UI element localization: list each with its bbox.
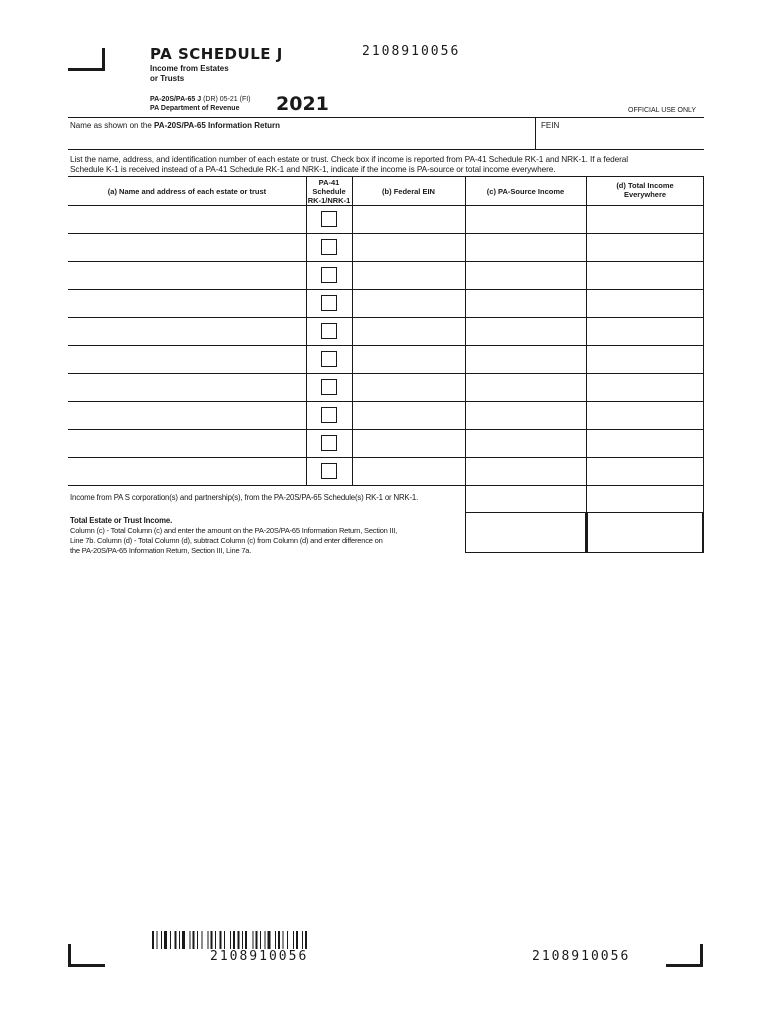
pa41-rk1-checkbox[interactable]	[321, 239, 337, 255]
barcode-bar	[157, 931, 158, 949]
pa-source-income-input[interactable]	[466, 430, 585, 456]
estate-name-input[interactable]	[69, 458, 305, 484]
barcode-bar	[230, 931, 231, 949]
barcode-bar	[268, 931, 271, 949]
federal-ein-input[interactable]	[353, 346, 464, 372]
pa-source-income-input[interactable]	[466, 206, 585, 232]
form-title: PA SCHEDULE J	[150, 45, 283, 63]
pass-through-col-d-input[interactable]	[587, 486, 702, 511]
barcode-bar	[256, 931, 258, 949]
barcode-bar	[208, 931, 209, 949]
corner-mark-top-left	[68, 48, 105, 71]
col-divider-1	[306, 176, 307, 485]
total-instructions-line1: Column (c) - Total Column (c) and enter the amount on the PA-20S/PA-65 Information Return, Section III,	[70, 526, 398, 535]
total-income-input[interactable]	[587, 374, 702, 400]
barcode-bar	[302, 931, 303, 949]
estate-name-input[interactable]	[69, 206, 305, 232]
tax-year: 2021	[276, 93, 329, 115]
federal-ein-input[interactable]	[353, 206, 464, 232]
pa41-rk1-checkbox[interactable]	[321, 295, 337, 311]
barcode-bar	[245, 931, 247, 949]
form-id-line	[150, 96, 251, 103]
barcode-bar	[190, 931, 191, 949]
barcode-number: 2108910056	[210, 949, 309, 964]
barcode-bar	[275, 931, 276, 949]
estate-name-input[interactable]	[69, 262, 305, 288]
barcode-bar	[202, 931, 203, 949]
barcode-bar	[278, 931, 280, 949]
estate-name-input[interactable]	[69, 430, 305, 456]
table-top-border	[68, 176, 704, 177]
form-subtitle-line1: Income from Estates	[150, 64, 229, 73]
name-label-prefix: Name as shown on the	[70, 121, 155, 130]
pa41-rk1-checkbox[interactable]	[321, 351, 337, 367]
barcode-bar	[287, 931, 288, 949]
pa41-rk1-checkbox[interactable]	[321, 379, 337, 395]
total-income-input[interactable]	[587, 458, 702, 484]
total-income-input[interactable]	[587, 402, 702, 428]
total-income-input[interactable]	[587, 346, 702, 372]
col-d-line1: (d) Total Income	[616, 181, 674, 190]
federal-ein-input[interactable]	[353, 458, 464, 484]
pa-source-income-input[interactable]	[466, 262, 585, 288]
form-revision: (DR) 05-21 (FI)	[203, 96, 251, 103]
total-instructions-line3: the PA-20S/PA-65 Information Return, Section III, Line 7a.	[70, 546, 252, 555]
col-pa41-line3: RK-1/NRK-1	[307, 196, 351, 205]
pass-through-label: Income from PA S corporation(s) and partnership(s), from the PA-20S/PA-65 Schedule(s) RK-1 or NRK-1.	[70, 493, 419, 502]
estate-name-input[interactable]	[69, 374, 305, 400]
pa-source-income-input[interactable]	[466, 290, 585, 316]
pa-source-income-input[interactable]	[466, 458, 585, 484]
total-instructions-line2: Line 7b. Column (d) - Total Column (d), subtract Column (c) from Column (d) and enter difference on	[70, 536, 383, 545]
department-name: PA Department of Revenue	[150, 105, 240, 112]
form-subtitle-line2: or Trusts	[150, 74, 185, 83]
estate-name-input[interactable]	[69, 346, 305, 372]
pa41-rk1-checkbox[interactable]	[321, 407, 337, 423]
col-pa41-line1: PA-41	[318, 178, 340, 187]
total-income-input[interactable]	[587, 234, 702, 260]
total-income-input[interactable]	[587, 206, 702, 232]
pa41-rk1-checkbox[interactable]	[321, 267, 337, 283]
barcode-bar	[305, 931, 307, 949]
estate-name-input[interactable]	[69, 234, 305, 260]
name-fein-divider	[535, 117, 536, 149]
total-col-d-input[interactable]	[587, 512, 703, 553]
pa41-rk1-checkbox[interactable]	[321, 463, 337, 479]
barcode-bar	[260, 931, 261, 949]
form-id: PA-20S/PA-65 J	[150, 96, 202, 103]
barcode-bar	[238, 931, 240, 949]
barcode-bar	[197, 931, 198, 949]
col-d-line2: Everywhere	[623, 190, 667, 199]
estate-name-input[interactable]	[69, 290, 305, 316]
barcode-bar	[161, 931, 162, 949]
name-row-top-border	[68, 117, 704, 118]
pa41-rk1-checkbox[interactable]	[321, 211, 337, 227]
federal-ein-input[interactable]	[353, 318, 464, 344]
pa41-rk1-checkbox[interactable]	[321, 435, 337, 451]
pa-source-income-input[interactable]	[466, 234, 585, 260]
instructions-line1: List the name, address, and identification number of each estate or trust. Check box if income is reported from PA-41 Schedule RK-1 and NRK-1. If a federal	[70, 154, 629, 164]
barcode-bar	[164, 931, 167, 949]
barcode-bar	[220, 931, 222, 949]
total-income-input[interactable]	[587, 262, 702, 288]
name-field[interactable]	[69, 131, 533, 148]
barcode-bar	[296, 931, 298, 949]
barcode-bar	[293, 931, 294, 949]
bottom-form-code: 2108910056	[532, 949, 631, 964]
federal-ein-input[interactable]	[353, 374, 464, 400]
col-d-header	[586, 181, 704, 199]
barcode-bar	[170, 931, 171, 949]
total-col-c-input[interactable]	[465, 512, 586, 553]
barcode-bar	[265, 931, 266, 949]
barcode-bar	[233, 931, 235, 949]
pa-source-income-input[interactable]	[466, 374, 585, 400]
total-income-input[interactable]	[587, 318, 702, 344]
col-a-header: (a) Name and address of each estate or trust	[107, 187, 267, 196]
barcode-bar	[253, 931, 254, 949]
barcode	[152, 931, 364, 951]
pa-source-income-input[interactable]	[466, 402, 585, 428]
federal-ein-input[interactable]	[353, 290, 464, 316]
barcode-bar	[182, 931, 185, 949]
corner-mark-bottom-right	[666, 944, 703, 967]
total-label: Total Estate or Trust Income.	[70, 516, 173, 525]
barcode-bar	[179, 931, 180, 949]
top-form-code: 2108910056	[362, 44, 461, 59]
barcode-bar	[283, 931, 284, 949]
corner-mark-bottom-left	[68, 944, 105, 967]
estate-name-input[interactable]	[69, 318, 305, 344]
col-pa41-line2: Schedule	[312, 187, 346, 196]
name-label	[70, 121, 280, 130]
pass-through-col-c-input[interactable]	[466, 486, 585, 511]
barcode-bar	[215, 931, 216, 949]
barcode-bar	[175, 931, 177, 949]
fein-field[interactable]	[537, 131, 703, 148]
barcode-bar	[152, 931, 154, 949]
col-b-header: (b) Federal EIN	[382, 187, 435, 196]
estate-name-input[interactable]	[69, 402, 305, 428]
barcode-bar	[242, 931, 243, 949]
pa41-rk1-checkbox[interactable]	[321, 323, 337, 339]
instructions-line2: Schedule K-1 is received instead of a PA-41 Schedule RK-1 and NRK-1, indicate if the income is PA-source or total income everywhere.	[70, 164, 556, 174]
col-pa41-header	[306, 178, 352, 205]
fein-label: FEIN	[541, 121, 560, 130]
pa-source-income-input[interactable]	[466, 346, 585, 372]
col-c-header: (c) PA-Source Income	[486, 187, 565, 196]
total-income-input[interactable]	[587, 290, 702, 316]
federal-ein-input[interactable]	[353, 430, 464, 456]
barcode-bar	[193, 931, 195, 949]
pa-source-income-input[interactable]	[466, 318, 585, 344]
barcode-bar	[224, 931, 225, 949]
official-use-label: OFFICIAL USE ONLY	[628, 107, 697, 114]
federal-ein-input[interactable]	[353, 262, 464, 288]
federal-ein-input[interactable]	[353, 402, 464, 428]
barcode-bar	[211, 931, 213, 949]
name-label-bold: PA-20S/PA-65 Information Return	[154, 121, 280, 130]
federal-ein-input[interactable]	[353, 234, 464, 260]
name-row-bottom-border	[68, 149, 704, 150]
total-income-input[interactable]	[587, 430, 702, 456]
